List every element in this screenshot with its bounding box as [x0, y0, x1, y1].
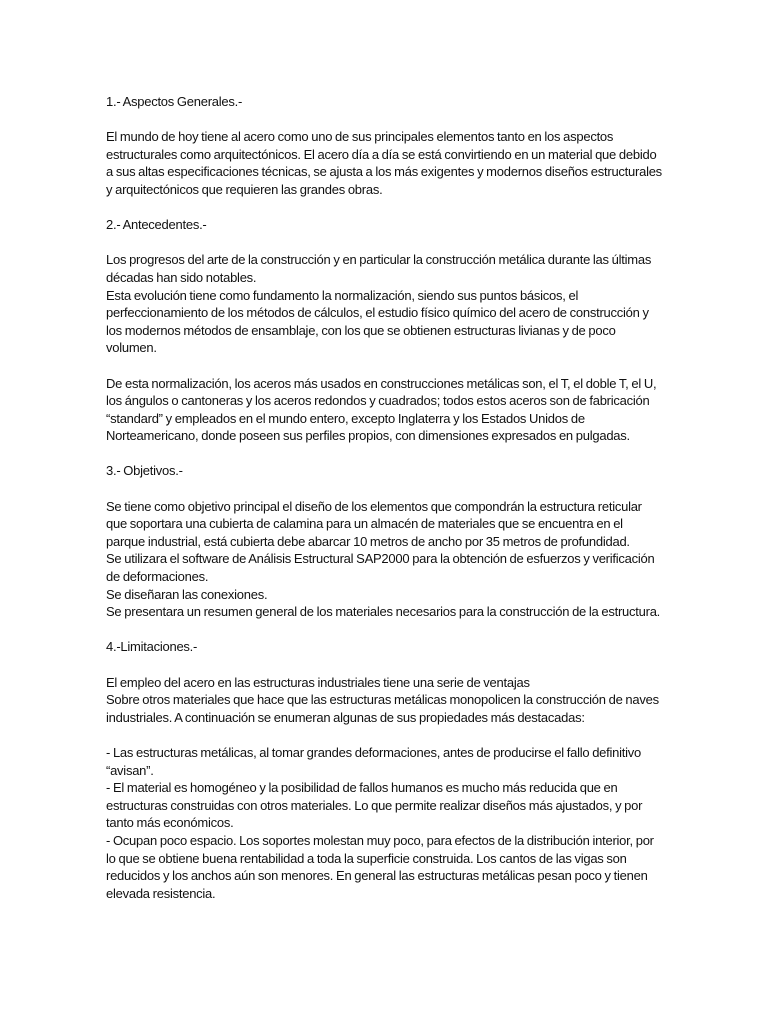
- section-heading: 4.-Limitaciones.-: [106, 639, 198, 655]
- paragraph: Sobre otros materiales que hace que las estructuras metálicas monopolicen la construcción de naves industriales. A continuación se enumeran algunas de sus propiedades más destacadas:: [106, 692, 659, 725]
- list-item: - Las estructuras metálicas, al tomar grandes deformaciones, antes de producirse el fallo definitivo “avisan”.: [106, 744, 642, 778]
- list-item: - Ocupan poco espacio. Los soportes molestan muy poco, para efectos de la distribución interior, por lo que se obtiene buena rentabilidad a toda la superficie construida. Los cantos de las vigas son reducidos y los anchos aún son menores. En general las estructuras metálicas pesan poco y tienen elevada resistencia.: [106, 832, 654, 901]
- paragraph: El mundo de hoy tiene al acero como uno de sus principales elementos tanto en los aspectos estructurales como arquitectónicos. El acero día a día se está convirtiendo en un material que debido a sus altas especificaciones técnicas, se ajusta a los más exigentes y modernos diseños estructurales y arquitectónicos que requieren las grandes obras.: [106, 129, 662, 197]
- paragraph: De esta normalización, los aceros más usados en construcciones metálicas son, el T, el doble T, el U, los ángulos o cantoneras y los aceros redondos y cuadrados; todos estos aceros son de fabricación “standard” y empleados en el mundo entero, excepto Inglaterra y los Estados Unidos de Norteamericano, donde poseen sus perfiles propios, con dimensiones expresados en pulgadas.: [106, 375, 657, 444]
- paragraph: Se tiene como objetivo principal el diseño de los elementos que compondrán la estructura reticular que soportara una cubierta de calamina para un almacén de materiales que se encuentra en el parque industrial, está cubierta debe abarcar 10 metros de ancho por 35 metros de profundidad.: [106, 498, 642, 549]
- paragraph: El empleo del acero en las estructuras industriales tiene una serie de ventajas: [106, 674, 530, 690]
- list-item: - El material es homogéneo y la posibilidad de fallos humanos es mucho más reducida que en estructuras construidas con otros materiales. Lo que permite realizar diseños más ajustados, y por tanto más económicos.: [106, 780, 643, 831]
- paragraph: Se diseñaran las conexiones.: [106, 586, 268, 602]
- section-heading: 1.- Aspectos Generales.-: [106, 94, 243, 109]
- paragraph: Se utilizara el software de Análisis Estructural SAP2000 para la obtención de esfuerzos y verificación de deformaciones.: [106, 551, 655, 585]
- paragraph: Esta evolución tiene como fundamento la normalización, siendo sus puntos básicos, el perfeccionamiento de los métodos de cálculos, el estudio físico químico del acero de construcción y los modernos métodos de ensamblaje, con los que se obtienen estructuras livianas y de poco volumen.: [106, 287, 649, 356]
- section-heading: 2.- Antecedentes.-: [106, 217, 207, 233]
- section-heading: 3.- Objetivos.-: [106, 463, 183, 479]
- paragraph: Los progresos del arte de la construcción y en particular la construcción metálica durante las últimas décadas han sido notables.: [106, 252, 652, 285]
- paragraph: Se presentara un resumen general de los materiales necesarios para la construcción de la estructura.: [106, 604, 661, 620]
